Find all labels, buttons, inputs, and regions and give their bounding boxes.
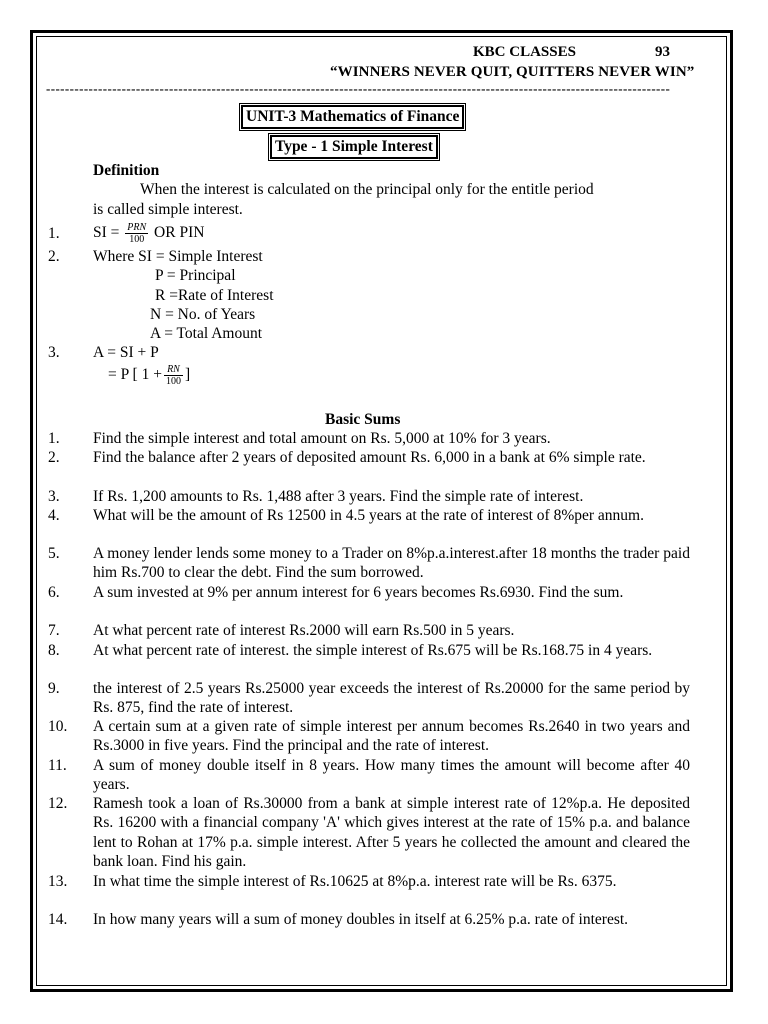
- formula-number-2: 2.: [48, 248, 60, 265]
- sum-text: A money lender lends some money to a Trader on 8%p.a.interest.after 18 months the trader paid him Rs.700 to clear the debt. Find the sum borrowed.: [93, 545, 690, 582]
- years-def: N = No. of Years: [150, 306, 256, 323]
- expanded-suffix: ]: [184, 366, 191, 383]
- rate-def: R =Rate of Interest: [155, 287, 274, 304]
- basic-sums-heading: Basic Sums: [325, 411, 401, 428]
- motto: “WINNERS NEVER QUIT, QUITTERS NEVER WIN”: [330, 64, 695, 80]
- definition-heading: Definition: [93, 162, 160, 179]
- sum-number: 2.: [48, 449, 60, 466]
- sum-text: A certain sum at a given rate of simple interest per annum becomes Rs.2640 in two years and Rs.3000 in five years. Find the principal and the rate of interest.: [93, 718, 690, 755]
- rn-numerator: RN: [164, 364, 183, 376]
- sum-number: 8.: [48, 642, 60, 659]
- sum-number: 4.: [48, 507, 60, 524]
- sum-number: 3.: [48, 488, 60, 505]
- si-prefix: SI =: [93, 224, 120, 241]
- sum-number: 11.: [48, 757, 67, 774]
- sum-text: What will be the amount of Rs 12500 in 4.5 years at the rate of interest of 8%per annum.: [93, 507, 644, 524]
- amount-def: A = Total Amount: [150, 325, 263, 342]
- header-divider: ------------------------------------------------------------------------------------------------------------------------------------: [46, 81, 671, 96]
- sum-text: If Rs. 1,200 amounts to Rs. 1,488 after 3 years. Find the simple rate of interest.: [93, 488, 584, 505]
- si-formula: [93, 218, 204, 248]
- rn-fraction: [164, 364, 183, 387]
- where-line: Where SI = Simple Interest: [93, 248, 263, 265]
- expanded-prefix: = P [ 1 +: [108, 366, 162, 383]
- sum-text: At what percent rate of interest. the simple interest of Rs.675 will be Rs.168.75 in 4 years.: [93, 642, 653, 659]
- sum-text: In what time the simple interest of Rs.10625 at 8%p.a. interest rate will be Rs. 6375.: [93, 873, 617, 890]
- sum-number: 7.: [48, 622, 60, 639]
- sum-text: A sum invested at 9% per annum interest for 6 years becomes Rs.6930. Find the sum.: [93, 584, 624, 601]
- si-denominator: 100: [129, 233, 145, 245]
- si-suffix: OR PIN: [154, 224, 205, 241]
- page-number: 93: [655, 44, 670, 60]
- sum-text: Find the balance after 2 years of deposited amount Rs. 6,000 in a bank at 6% simple rate.: [93, 449, 646, 466]
- amount-expanded-formula: [108, 360, 190, 390]
- si-fraction: [125, 222, 148, 245]
- formula-number-1: 1.: [48, 225, 60, 242]
- sum-number: 1.: [48, 430, 60, 447]
- type-title: Type - 1 Simple Interest: [270, 135, 438, 159]
- sum-number: 13.: [48, 873, 68, 890]
- sum-text: the interest of 2.5 years Rs.25000 year exceeds the interest of Rs.20000 for the same period by Rs. 875, find the rate of interest.: [93, 680, 690, 717]
- principal-def: P = Principal: [155, 267, 236, 284]
- sum-number: 14.: [48, 911, 68, 928]
- sum-number: 5.: [48, 545, 60, 562]
- definition-line-2: is called simple interest.: [93, 201, 243, 218]
- sum-text: Ramesh took a loan of Rs.30000 from a bank at simple interest rate of 12%p.a. He deposited Rs. 16200 with a financial company 'A' which gives interest at the rate of 15% p.a. and balance lent to Rohan at 17% p.a. simple interest. After 5 years he collected the amount and cleared the bank loan. Find his gain.: [93, 795, 690, 871]
- sum-number: 6.: [48, 584, 60, 601]
- sum-text: A sum of money double itself in 8 years. How many times the amount will become after 40 years.: [93, 757, 690, 794]
- si-numerator: PRN: [127, 221, 147, 233]
- sum-text: Find the simple interest and total amount on Rs. 5,000 at 10% for 3 years.: [93, 430, 551, 447]
- definition-line-1: When the interest is calculated on the principal only for the entitle period: [140, 181, 594, 198]
- sum-number: 12.: [48, 795, 68, 812]
- sum-text: At what percent rate of interest Rs.2000 will earn Rs.500 in 5 years.: [93, 622, 515, 639]
- amount-formula: A = SI + P: [93, 344, 159, 361]
- sum-text: In how many years will a sum of money doubles in itself at 6.25% p.a. rate of interest.: [93, 911, 629, 928]
- sum-number: 9.: [48, 680, 60, 697]
- rn-denominator: 100: [165, 375, 181, 387]
- unit-title: UNIT-3 Mathematics of Finance: [241, 105, 464, 129]
- sum-number: 10.: [48, 718, 68, 735]
- formula-number-3: 3.: [48, 344, 60, 361]
- institute-name: KBC CLASSES: [473, 44, 576, 60]
